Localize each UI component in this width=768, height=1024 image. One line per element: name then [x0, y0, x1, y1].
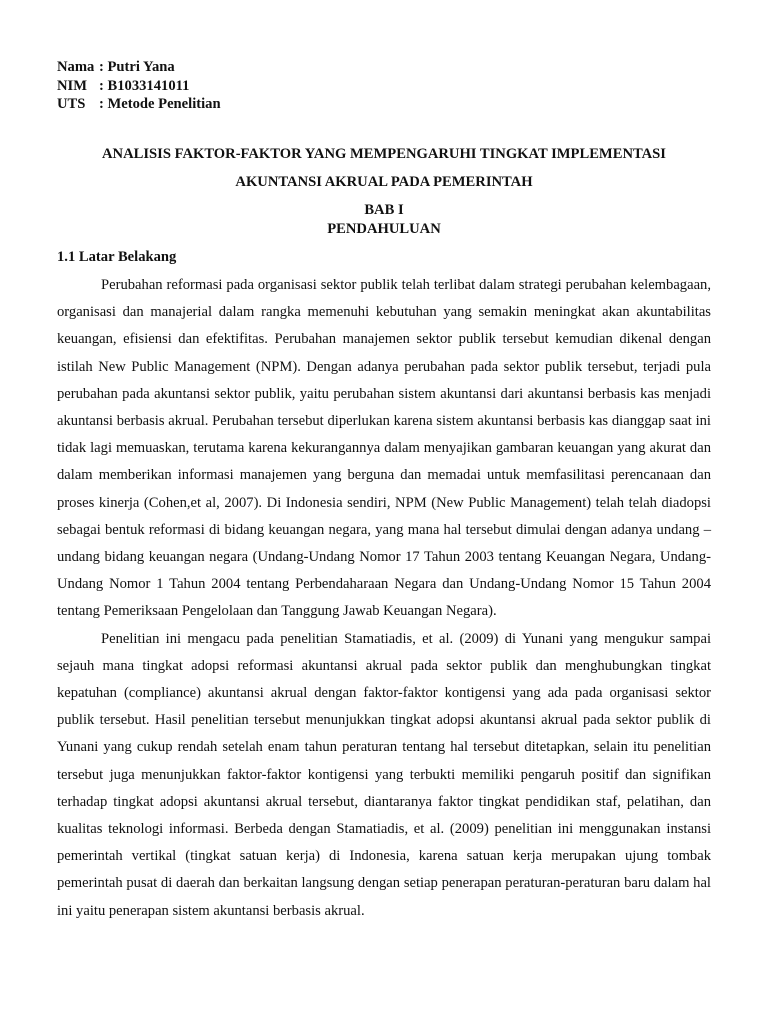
nim-label: NIM [57, 77, 87, 94]
uts-value: : Metode Penelitian [99, 96, 221, 112]
chapter-name: PENDAHULUAN [327, 221, 441, 237]
body-text [57, 272, 711, 925]
uts-row [57, 95, 221, 114]
document-title [57, 140, 711, 196]
chapter-number: BAB I [364, 202, 404, 218]
section-heading: 1.1 Latar Belakang [57, 249, 177, 265]
title-line-1: ANALISIS FAKTOR-FAKTOR YANG MEMPENGARUHI TINGKAT IMPLEMENTASI [102, 146, 666, 162]
nim-row [57, 77, 221, 96]
name-value: : Putri Yana [99, 59, 175, 75]
paragraph-1: Perubahan reformasi pada organisasi sektor publik telah terlibat dalam strategi perubahan kelembagaan, organisasi dan manajerial dalam rangka memenuhi kebutuhan yang semakin meningkat akan akuntabilitas keuangan, efisiensi dan efektifitas. Perubahan manajemen sektor publik tersebut kemudian dikenal dengan istilah New Public Management (NPM). Dengan adanya perubahan pada sektor publik tersebut, terjadi pula perubahan pada akuntansi sektor publik, yaitu perubahan sistem akuntansi dari akuntansi berbasis kas menjadi akuntansi berbasis akrual. Perubahan tersebut diperlukan karena sistem akuntansi berbasis kas dianggap saat ini tidak lagi memuaskan, terutama karena kekurangannya dalam menyajikan gambaran keuangan yang akurat dan dalam memberikan informasi manajemen yang berguna dan memadai untuk memfasilitasi perencanaan dan proses kinerja (Cohen,et al, 2007). Di Indonesia sendiri, NPM (New Public Management) telah telah diadopsi sebagai bentuk reformasi di bidang keuangan negara, yang mana hal tersebut dimulai dengan adanya undang – undang bidang keuangan negara (Undang-Undang Nomor 17 Tahun 2003 tentang Keuangan Negara, Undang-Undang Nomor 1 Tahun 2004 tentang Perbendaharaan Negara dan Undang-Undang Nomor 15 Tahun 2004 tentang Pemeriksaan Pengelolaan dan Tanggung Jawab Keuangan Negara). [57, 277, 711, 620]
paragraph-2: Penelitian ini mengacu pada penelitian Stamatiadis, et al. (2009) di Yunani yang mengukur sampai sejauh mana tingkat adopsi reformasi akuntansi akrual pada sektor publik dan menghubungkan tingkat kepatuhan (compliance) akuntansi akrual dengan faktor-faktor kontigensi yang ada pada organisasi sektor publik tersebut. Hasil penelitian tersebut menunjukkan tingkat adopsi akuntansi akrual pada sektor publik di Yunani yang cukup rendah setelah enam tahun peraturan tentang hal tersebut ditetapkan, selain itu penelitian tersebut juga menunjukkan faktor-faktor kontigensi yang terbukti memiliki pengaruh positif dan signifikan terhadap tingkat adopsi akuntansi akrual tersebut, diantaranya faktor tingkat pendidikan staf, pelatihan, dan kualitas teknologi informasi. Berbeda dengan Stamatiadis, et al. (2009) penelitian ini menggunakan instansi pemerintah vertikal (tingkat satuan kerja) di Indonesia, karena satuan kerja merupakan ujung tombak pemerintah pusat di daerah dan berkaitan langsung dengan setiap penerapan peraturan-peraturan baru dalam hal ini yaitu penerapan sistem akuntansi berbasis akrual. [57, 630, 711, 919]
title-line-2: AKUNTANSI AKRUAL PADA PEMERINTAH [235, 174, 533, 190]
student-info [57, 58, 221, 114]
chapter-heading [57, 201, 711, 239]
name-row [57, 58, 221, 77]
uts-label: UTS [57, 96, 86, 112]
name-label: Nama [57, 59, 95, 75]
nim-value: : B1033141011 [99, 77, 190, 94]
